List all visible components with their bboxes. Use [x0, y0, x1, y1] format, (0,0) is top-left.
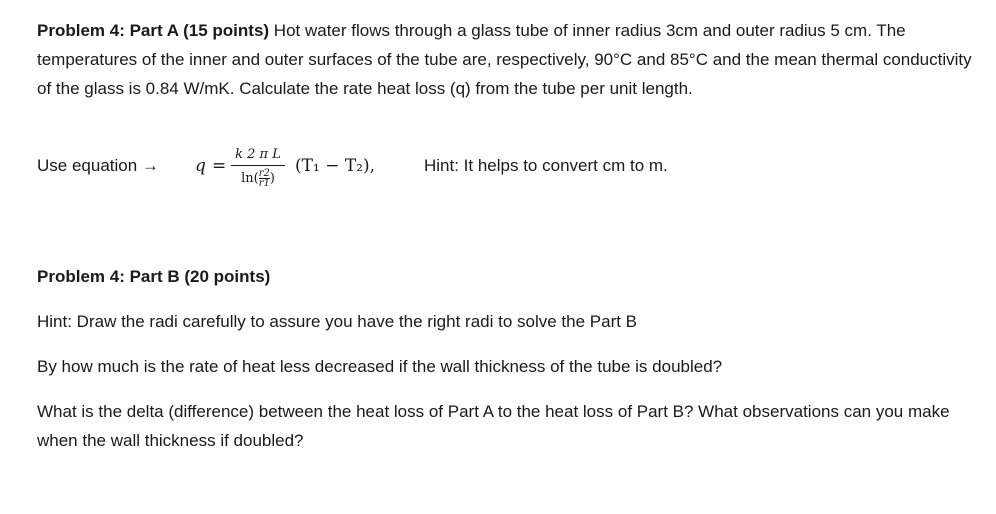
- radius-ratio: [259, 169, 270, 188]
- part-b-question-1: By how much is the rate of heat less decreased if the wall thickness of the tube is doubled?: [37, 357, 723, 376]
- equation-numerator: k 2 π L: [235, 147, 281, 162]
- fraction-bar: [231, 165, 285, 166]
- part-a-paragraph: [37, 16, 977, 103]
- equation-temperatures: (T₁ − T₂),: [295, 156, 376, 176]
- spacer: [37, 291, 977, 307]
- ln-label: ln: [241, 171, 254, 186]
- part-b-section: [37, 262, 977, 455]
- spacer: [37, 336, 977, 352]
- equation-hint: Hint: It helps to convert cm to m.: [424, 156, 668, 175]
- equation-label: Use equation →: [37, 156, 159, 175]
- part-a-text: Hot water flows through a glass tube of inner radius 3cm and outer radius 5 cm. The temperatures of the inner and outer surfaces of the tube are, respectively, 90°C and 85°C and the mean thermal conductivity of the glass is 0.84 W/mK. Calculate the rate heat loss (q) from the tube per unit length.: [37, 21, 972, 98]
- equation-equals: =: [212, 156, 227, 176]
- part-a-section: [37, 16, 977, 103]
- part-b-question-2: What is the delta (difference) between the heat loss of Part A to the heat loss of Part B? What observations can you make when the wall thickness if doubled?: [37, 402, 950, 450]
- part-a-heading: Problem 4: Part A (15 points): [37, 21, 270, 40]
- equation-denominator: $\ln(\frac{r2}{r1})$: [241, 168, 275, 189]
- equation-fraction: [231, 146, 285, 190]
- ratio-top: r2: [258, 168, 270, 179]
- part-b-heading: Problem 4: Part B (20 points): [37, 267, 271, 286]
- equation-row: [37, 146, 977, 206]
- equation-lhs: q: [195, 156, 206, 176]
- spacer: [37, 381, 977, 397]
- part-b-hint: Hint: Draw the radi carefully to assure you have the right radi to solve the Part B: [37, 312, 638, 331]
- ratio-bottom: r1: [258, 178, 270, 189]
